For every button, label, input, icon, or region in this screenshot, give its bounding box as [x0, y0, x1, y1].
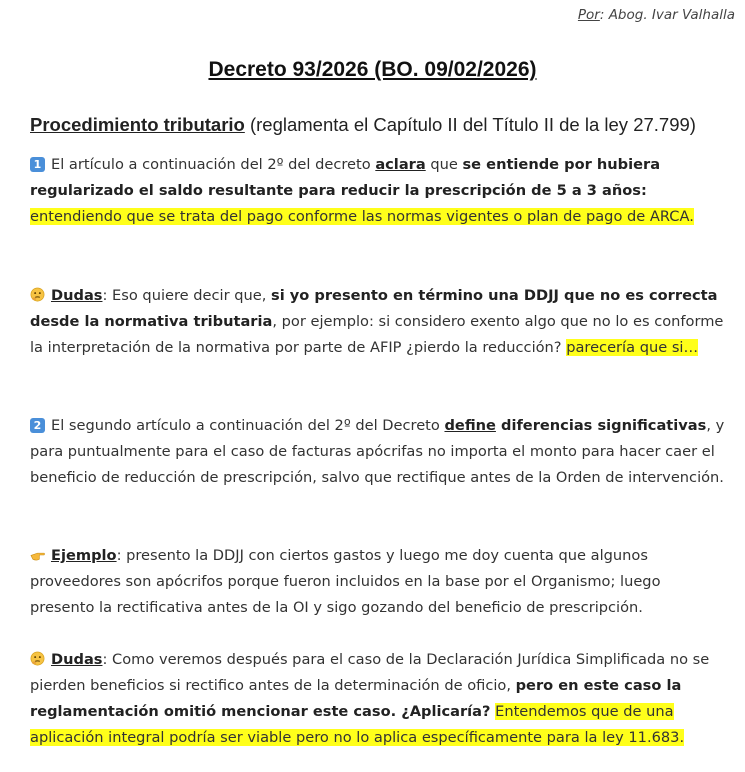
p3-underlined: define [444, 417, 496, 434]
p2-text-2: , por ejemplo: si considero exento algo que no lo es conforme la interpretación de la normativa por parte de AFIP ¿pierdo la reducción? [30, 313, 724, 356]
p2-bold: si yo presento en término una DDJJ que no es correcta desde la normativa tributaria [30, 287, 718, 330]
p1-underlined: aclara [375, 156, 426, 173]
p5-bold: pero en este caso la reglamentación omitió mencionar este caso. ¿Aplicaría? [30, 677, 682, 720]
p5-label: Dudas [51, 651, 103, 668]
p3-text-2: , y para puntualmente para el caso de facturas apócrifas no importa el monto para hacer caer el beneficio de reducción de prescripción, salvo que rectifique antes de la Orden de intervención. [30, 417, 725, 486]
author-label: Por [577, 7, 600, 23]
keycap-one-icon: 1 [30, 157, 45, 172]
p1-text-1: El artículo a continuación del 2º del decreto [51, 156, 376, 173]
paragraph-4 [30, 543, 726, 621]
paragraph-3 [30, 413, 726, 491]
subtitle-rest: (reglamenta el Capítulo II del Título II de la ley 27.799) [244, 114, 696, 135]
keycap-two-icon: 2 [30, 418, 45, 433]
document-title: Decreto 93/2026 (BO. 09/02/2026) [208, 58, 537, 81]
p1-highlight: entendiendo que se trata del pago conforme las normas vigentes o plan de pago de ARCA. [30, 208, 694, 225]
p3-bold: diferencias significativas [495, 417, 707, 434]
p5-text-1: : Como veremos después para el caso de la Declaración Jurídica Simplificada no se pierden beneficios si rectifico antes de la determinación de oficio, [30, 651, 710, 694]
p3-text-1: El segundo artículo a continuación del 2º del Decreto [51, 417, 445, 434]
paragraph-1 [30, 152, 726, 230]
p4-text-1: : presento la DDJJ con ciertos gastos y luego me doy cuenta que algunos proveedores son apócrifos porque fueron incluidos en la base por el Organismo; luego presento la rectificativa antes de la OI y sigo gozando del beneficio de prescripción. [30, 547, 661, 616]
p1-bold: se entiende por hubiera regularizado el saldo resultante para reducir la prescripción de 5 a 3 años: [30, 156, 661, 199]
p4-label: Ejemplo [51, 547, 117, 564]
pointing-hand-icon [30, 547, 45, 562]
subtitle-bold: Procedimiento tributario [30, 114, 245, 135]
p5-highlight: Entendemos que de una aplicación integral podría ser viable pero no lo aplica específicamente para la ley 11.683. [30, 703, 685, 746]
author-name: : Abog. Ivar Valhalla [599, 7, 735, 23]
paragraph-5 [30, 647, 726, 751]
p1-text-2: que [425, 156, 463, 173]
section-subtitle [30, 114, 696, 136]
thinking-face-icon [30, 287, 45, 302]
p2-highlight: parecería que si… [566, 339, 699, 356]
p2-label: Dudas [51, 287, 103, 304]
author-line [578, 7, 735, 23]
paragraph-2 [30, 283, 726, 361]
p2-text-1: : Eso quiere decir que, [102, 287, 272, 304]
thinking-face-icon [30, 651, 45, 666]
